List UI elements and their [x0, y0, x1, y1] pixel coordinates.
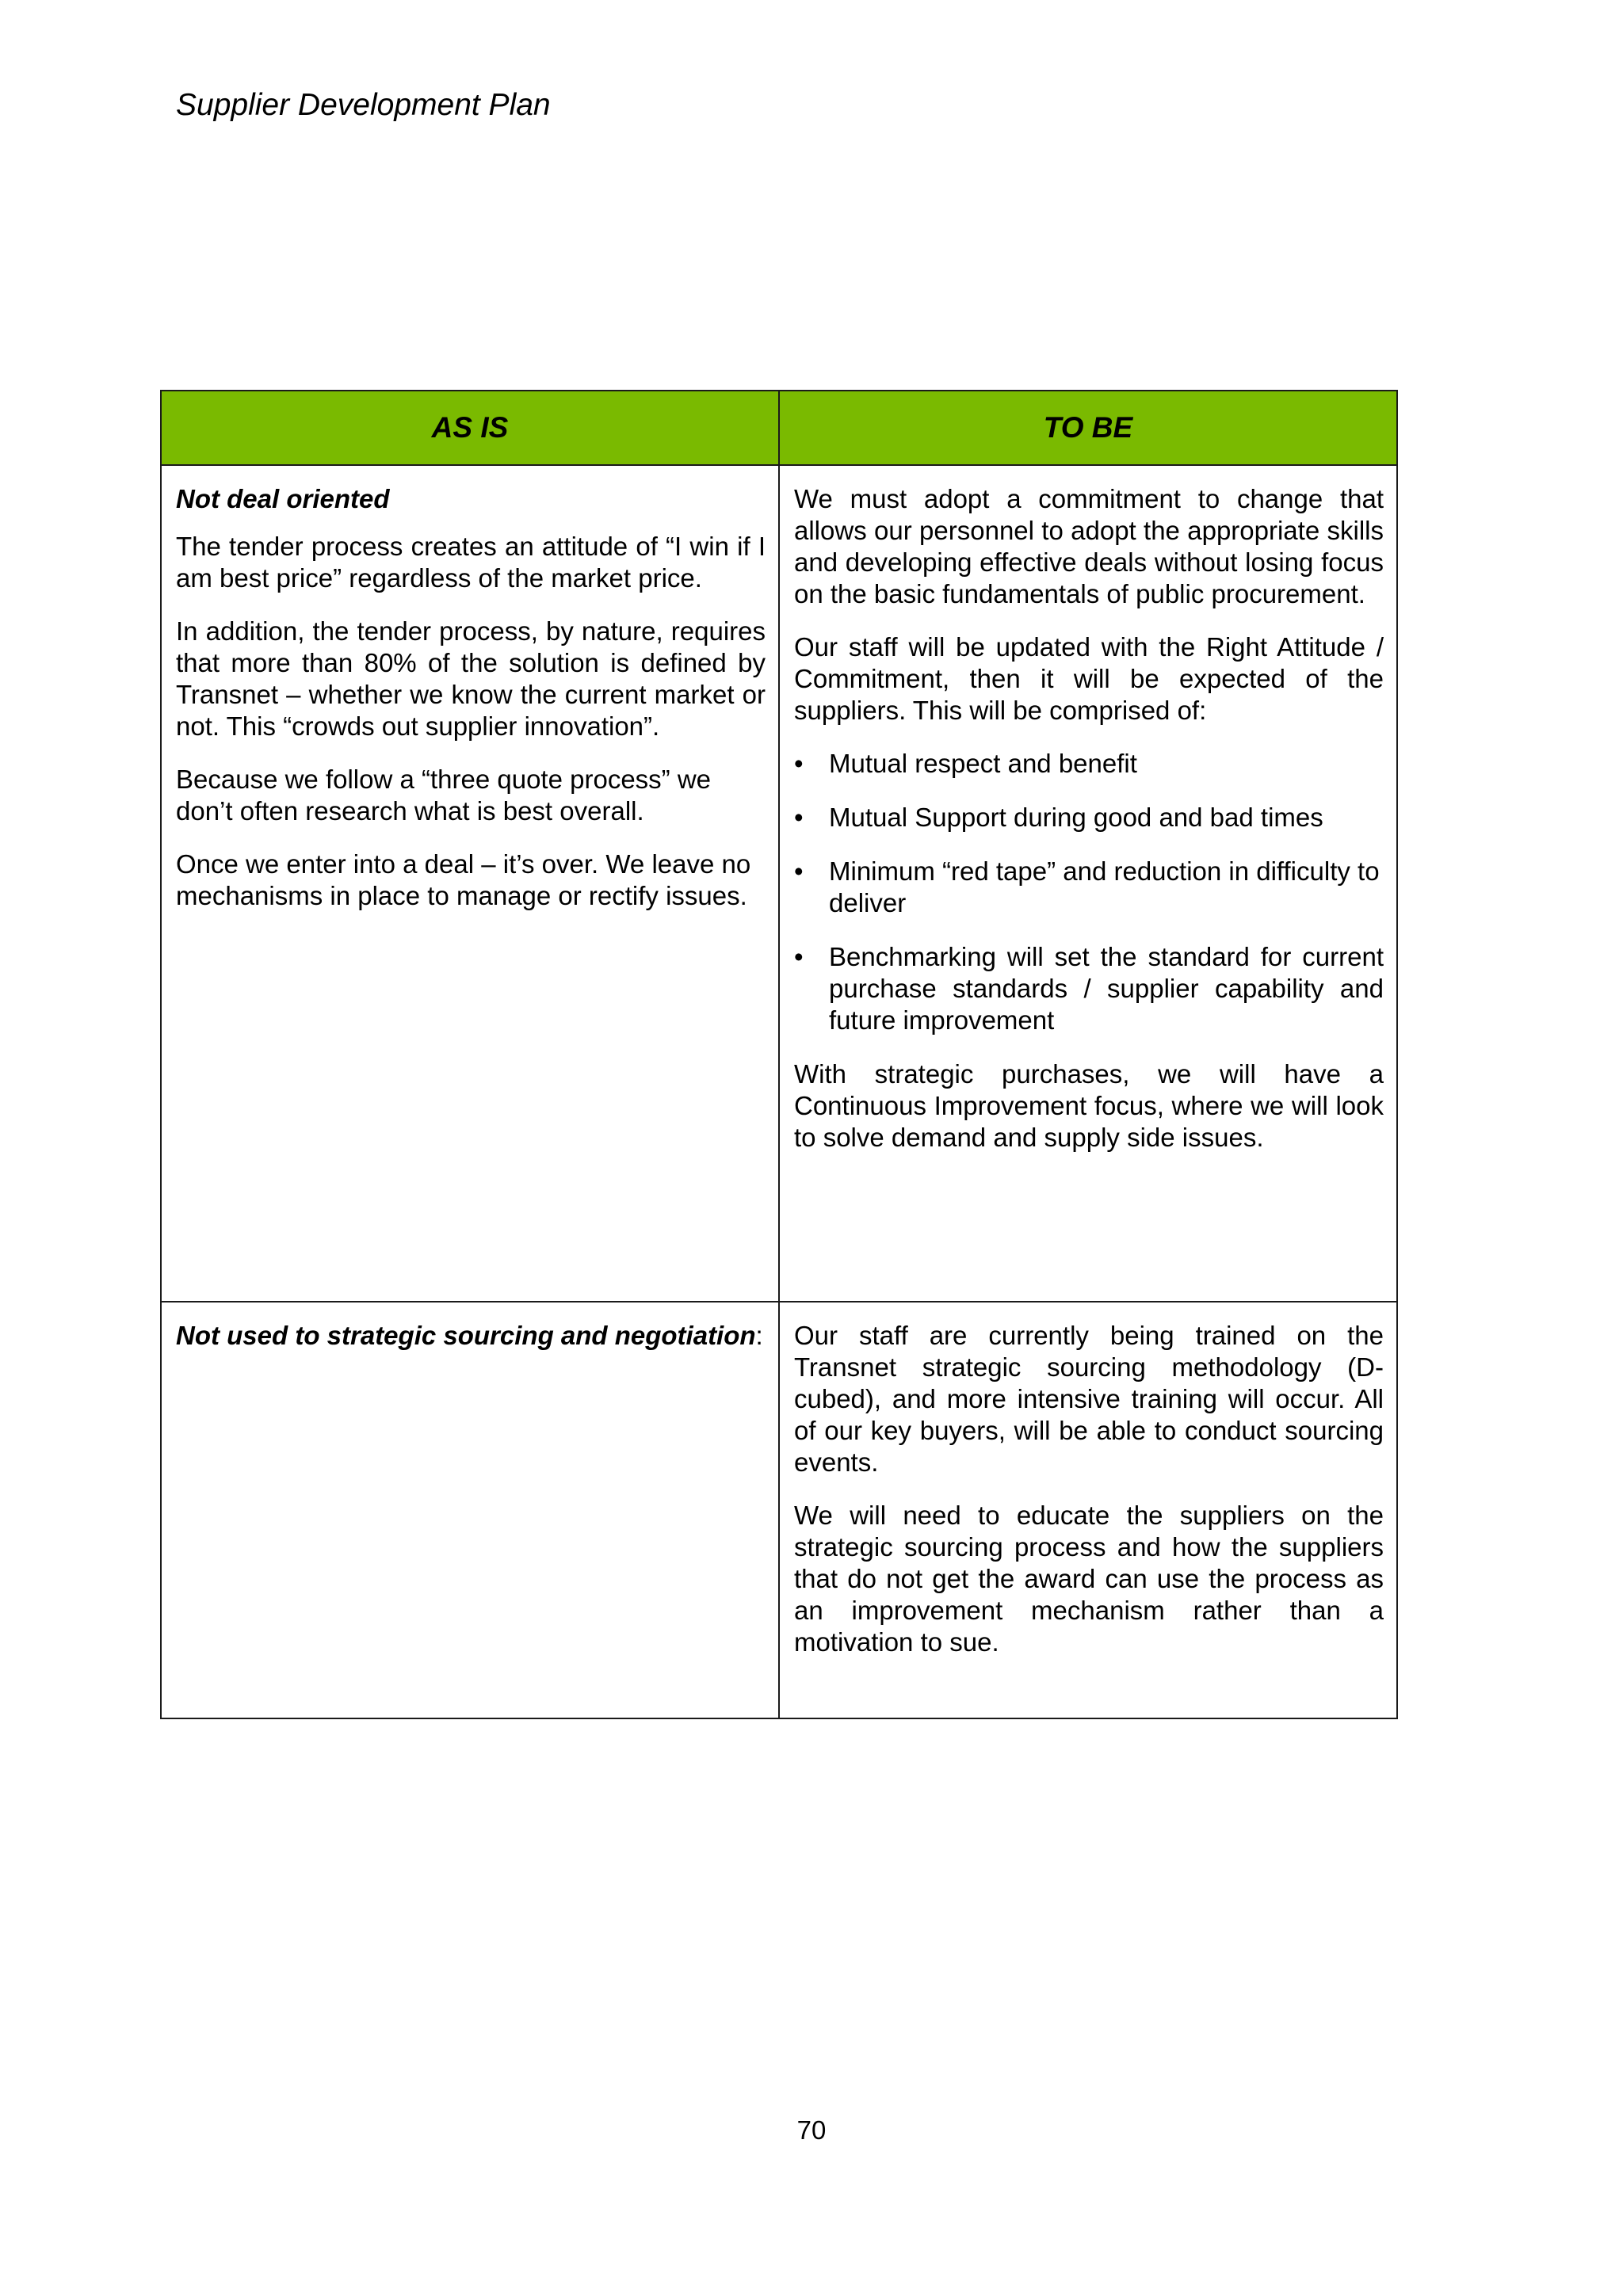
list-item: [794, 941, 1384, 1036]
as-is-paragraph: In addition, the tender process, by nature, requires that more than 80% of the solution is defined by Transnet – whether we know the current market or not. This “crowds out supplier innovation”.: [176, 616, 766, 741]
to-be-cell: [779, 1302, 1397, 1718]
table-row: [161, 1302, 1397, 1718]
table-header-row: [161, 391, 1397, 465]
row-title-text: Not used to strategic sourcing and negotiation: [176, 1321, 756, 1350]
as-is-paragraph: The tender process creates an attitude of “I win if I am best price” regardless of the market price.: [176, 532, 766, 593]
page-number: 70: [796, 2115, 827, 2145]
as-is-paragraph: Because we follow a “three quote process” we don’t often research what is best overall.: [176, 765, 712, 826]
bullet-icon: •: [794, 856, 804, 886]
to-be-paragraph: With strategic purchases, we will have a Continuous Improvement focus, where we will look to solve demand and supply side issues.: [794, 1059, 1384, 1152]
as-is-column-header: AS IS: [161, 391, 779, 465]
to-be-paragraph: We will need to educate the suppliers on the strategic sourcing process and how the suppliers that do not get the award can use the process as an improvement mechanism rather than a motivation to sue.: [794, 1501, 1384, 1657]
list-item-text: Mutual respect and benefit: [829, 749, 1137, 778]
as-is-to-be-table: [160, 390, 1398, 1719]
bullet-icon: •: [794, 803, 804, 832]
to-be-paragraph: We must adopt a commitment to change that allows our personnel to adopt the appropriate skills and developing effective deals without losing focus on the basic fundamentals of public procurement.: [794, 484, 1384, 608]
as-is-cell: [161, 465, 779, 1302]
list-item: [794, 802, 1384, 833]
to-be-cell: [779, 465, 1397, 1302]
to-be-column-header: TO BE: [779, 391, 1397, 465]
list-item: [794, 856, 1384, 919]
bullet-icon: •: [794, 749, 804, 778]
running-header: Supplier Development Plan: [176, 88, 551, 122]
table-row: [161, 465, 1397, 1302]
bullet-list: [794, 748, 1384, 1036]
row-title-suffix: :: [755, 1321, 763, 1350]
list-item: [794, 748, 1384, 780]
list-item-text: Mutual Support during good and bad times: [829, 803, 1323, 832]
as-is-cell: [161, 1302, 779, 1718]
to-be-paragraph: Our staff will be updated with the Right Attitude / Commitment, then it will be expected of the suppliers. This will be comprised of:: [794, 632, 1384, 725]
to-be-paragraph: Our staff are currently being trained on the Transnet strategic sourcing methodology (D-cubed), and more intensive training will occur. All of our key buyers, will be able to conduct sourcing events.: [794, 1321, 1384, 1477]
row-title: Not deal oriented: [176, 484, 390, 513]
row-title: [176, 1320, 766, 1352]
list-item-text: Minimum “red tape” and reduction in difficulty to deliver: [829, 856, 1380, 917]
list-item-text: Benchmarking will set the standard for current purchase standards / supplier capability and future improvement: [829, 942, 1384, 1035]
bullet-icon: •: [794, 942, 804, 971]
as-is-paragraph: Once we enter into a deal – it’s over. We leave no mechanisms in place to manage or rectify issues.: [176, 849, 751, 910]
